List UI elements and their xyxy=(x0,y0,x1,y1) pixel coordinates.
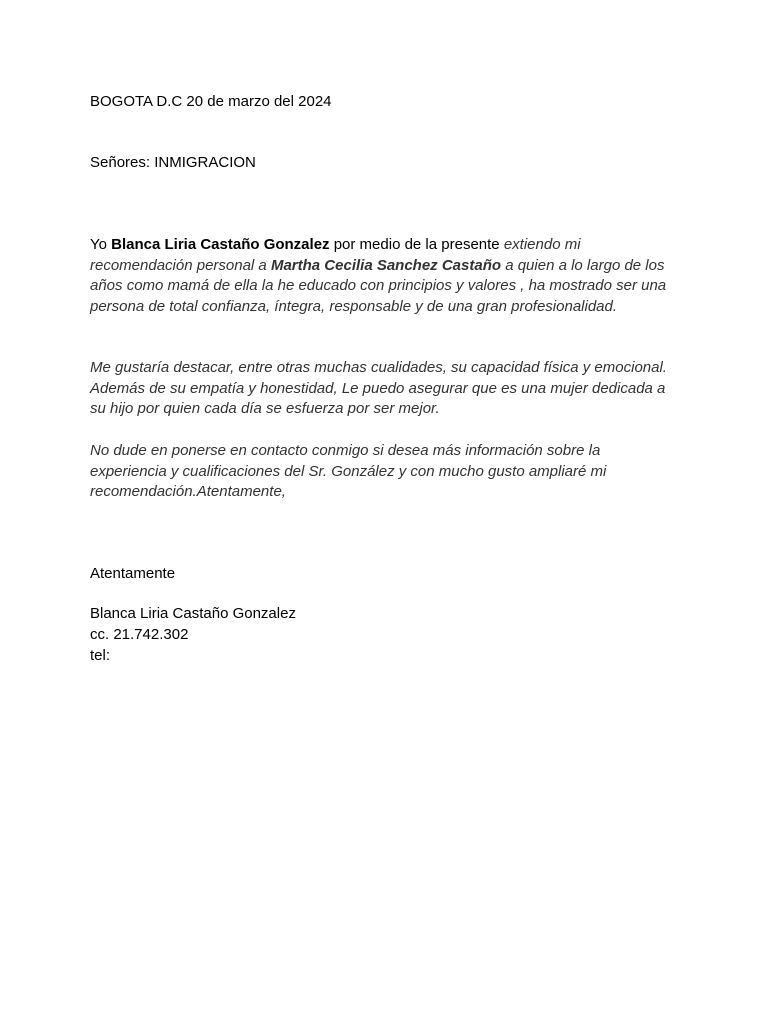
closing-line: Atentamente xyxy=(90,565,176,582)
p1-text-3: extiendo mi recomendación personal a xyxy=(90,236,581,274)
paragraph-qualities: Me gustaría destacar, entre otras muchas cualidades, su capacidad física y emocional. Además de su empatía y honestidad, Le puedo asegurar que es una mujer dedicada a su hijo por quien cada día se esfuerza por ser mejor. xyxy=(90,359,667,417)
author-name-bold: Blanca Liria Castaño Gonzalez xyxy=(111,236,330,253)
signature-name: Blanca Liria Castaño Gonzalez xyxy=(90,605,296,622)
recommended-name-bold: Martha Cecilia Sanchez Castaño xyxy=(270,256,502,274)
date-line: BOGOTA D.C 20 de marzo del 2024 xyxy=(90,93,332,110)
signature-tel: tel: xyxy=(90,647,111,664)
signature-id: cc. 21.742.302 xyxy=(90,626,189,643)
paragraph-contact: No dude en ponerse en contacto conmigo si desea más información sobre la experiencia y cualificaciones del Sr. González y con mucho gusto ampliaré mi recomendación.Atentamente, xyxy=(90,442,607,500)
recipient-line: Señores: INMIGRACION xyxy=(90,154,256,171)
paragraph-recommendation xyxy=(90,235,682,317)
p1-text-1: Yo xyxy=(90,236,112,253)
p1-text-4: a quien a lo largo de los años como mamá de ella la he educado con principios y valores , ha mostrado ser una persona de total confianza, íntegra, responsable y de una gran profesionalidad. xyxy=(90,256,667,315)
p1-text-2: por medio de la presente xyxy=(329,236,504,253)
